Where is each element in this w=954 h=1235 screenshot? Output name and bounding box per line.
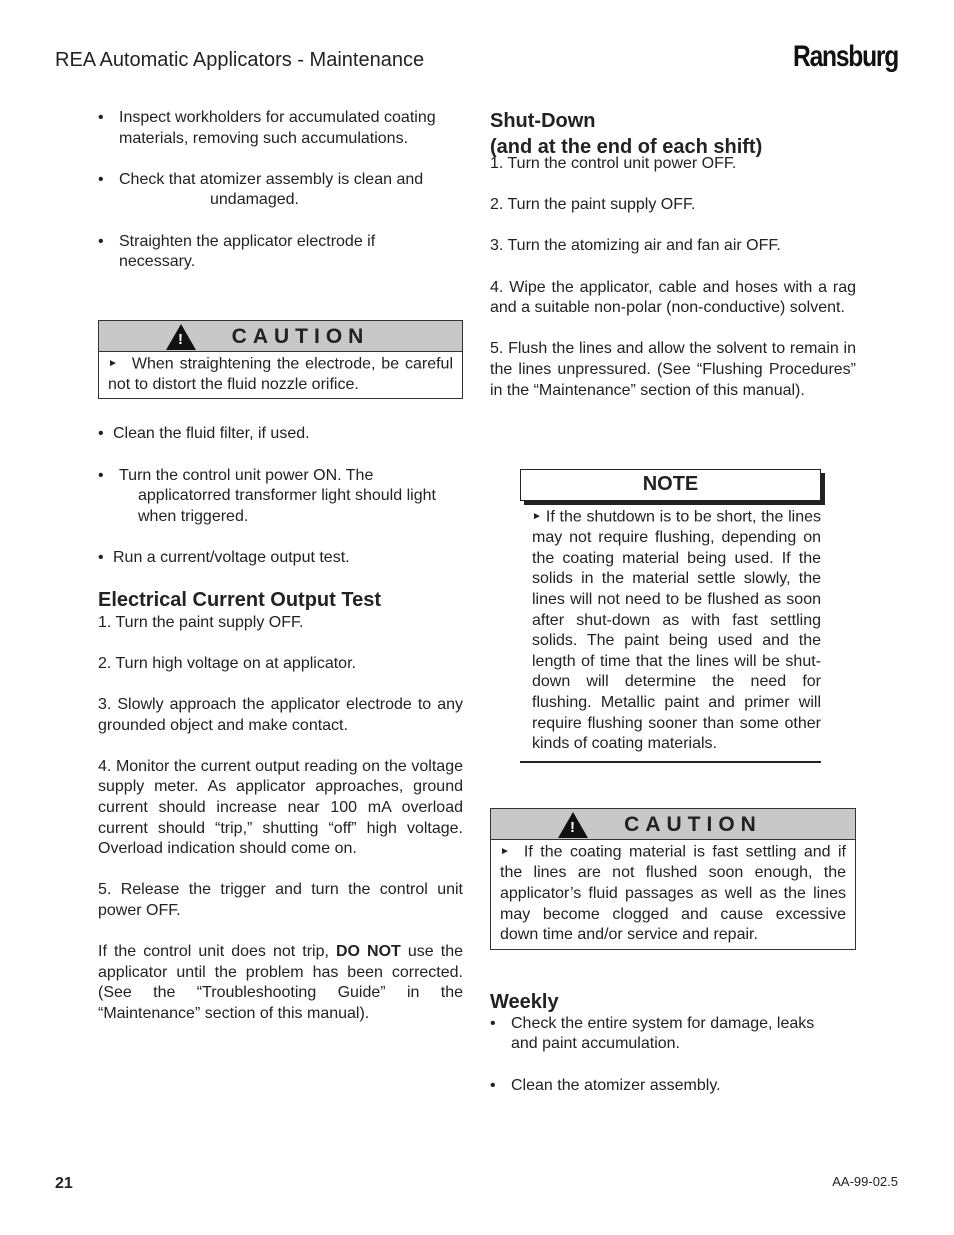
bullet-text-line: Clean the fluid filter, if used.: [113, 425, 310, 443]
step-item: 5. Release the trigger and turn the control unit power OFF.: [98, 881, 463, 919]
warning-triangle-icon: !: [166, 324, 196, 350]
bullet-text-line: Check the entire system for damage, leaks: [511, 1014, 815, 1032]
step-item: 4. Monitor the current output reading on the voltage supply meter. As applicator approaches, ground current should increase near 100 mA overload current should “trip,” shutting “off” high voltage. Overload indication should come on.: [98, 757, 463, 858]
caution-body: [491, 840, 855, 949]
bullet-text-line: necessary.: [119, 253, 196, 271]
arrow-icon: ►: [108, 357, 118, 369]
caution-body: [99, 352, 462, 399]
bullet-dot: •: [98, 232, 104, 250]
section-heading-current-test: Electrical Current Output Test: [98, 588, 382, 611]
bullet-dot: •: [98, 466, 104, 484]
step-item: 1. Turn the control unit power OFF.: [490, 155, 737, 172]
bullet-item: [98, 108, 463, 149]
bullet-item: [98, 232, 463, 273]
page-number: 21: [55, 1175, 73, 1192]
note-block: [520, 469, 821, 763]
do-not-emphasis: DO NOT: [336, 943, 401, 961]
bullet-item: [98, 170, 463, 211]
step-item: 2. Turn high voltage on at applicator.: [98, 654, 356, 672]
bullet-item: [490, 1076, 856, 1097]
bullet-item: [490, 1014, 856, 1055]
step-item: 3. Turn the atomizing air and fan air OFF.: [490, 237, 781, 255]
note-header-box: NOTE: [520, 469, 821, 501]
caution-box-electrode: [98, 320, 463, 400]
document-code: AA-99-02.5: [832, 1174, 898, 1189]
bullet-text-line: and paint accumulation.: [511, 1035, 680, 1053]
step-item: 1. Turn the paint supply OFF.: [98, 613, 304, 631]
bullet-text-line: Check that atomizer assembly is clean and: [119, 170, 424, 188]
step-item: 4. Wipe the applicator, cable and hoses with a rag and a suitable non-polar (non-conductive) solvent.: [490, 278, 856, 317]
brand-logo: Ransburg: [793, 40, 898, 73]
warning-paragraph: [98, 942, 463, 1024]
step-item: 2. Turn the paint supply OFF.: [490, 196, 696, 214]
bullet-text-line: when triggered.: [138, 507, 249, 525]
section-heading-weekly: Weekly: [490, 990, 559, 1013]
bullet-dot: •: [98, 170, 104, 188]
bullet-text-line: materials, removing such accumulations.: [119, 129, 409, 147]
bullet-dot: •: [490, 1076, 496, 1094]
step-item: 5. Flush the lines and allow the solvent to remain in the lines unpressured. (See “Flushing Procedures” in the “Maintenance” section of this manual).: [490, 340, 856, 399]
bullet-text-line: Straighten the applicator electrode if: [119, 232, 376, 250]
document-header-title: REA Automatic Applicators - Maintenance: [55, 49, 425, 71]
step-item: 3. Slowly approach the applicator electrode to any grounded object and make contact.: [98, 696, 463, 734]
left-column: [98, 108, 463, 1025]
warning-triangle-icon: !: [558, 812, 588, 838]
bullet-dot: •: [98, 425, 104, 443]
caution-text: If the coating material is fast settling and if the lines are not flushed soon enough, the applicator’s fluid passages as well as the lines may become clogged and cause excessive down time and/or service and repair.: [500, 843, 846, 944]
warning-text: use the applicator until the problem has been corrected. (See the “Troubleshooting Guide” in the “Maintenance” section of this manual).: [98, 943, 464, 1022]
bullet-text-line: applicatorred transformer light should light: [138, 487, 436, 505]
caution-text: When straightening the electrode, be careful not to distort the fluid nozzle orifice.: [108, 355, 453, 393]
note-body: [520, 507, 821, 755]
bullet-dot: •: [98, 109, 104, 126]
caution-label: CAUTION: [624, 813, 762, 837]
bullet-text-line: Clean the atomizer assembly.: [511, 1076, 721, 1094]
right-column: [490, 108, 856, 1096]
caution-header: [491, 809, 855, 840]
bullet-text-line: Turn the control unit power ON. The: [119, 466, 374, 484]
bullet-dot: •: [490, 1014, 496, 1032]
bullet-item: [98, 466, 463, 528]
bullet-text-line: Run a current/voltage output test.: [113, 549, 350, 567]
caution-header: [99, 321, 462, 352]
bullet-item: [98, 548, 463, 569]
section-heading-shutdown: Shut-Down: [490, 110, 596, 132]
warning-text: If the control unit does not trip,: [98, 943, 336, 961]
bullet-text-line: Inspect workholders for accumulated coating: [119, 109, 436, 126]
bullet-text-line: undamaged.: [210, 191, 299, 209]
note-text: If the shutdown is to be short, the lines may not require flushing, depending on the coating material being used. If the solids in the material settle slowly, the lines will not need to be flushed as soon after shut-down as with fast settling solids. The paint being used and the length of time that the lines will be shut-down will determine the need for flushing. Metallic paint and primer will require flushing sooner than some other kinds of coating materials.: [532, 508, 821, 753]
caution-label: CAUTION: [231, 324, 370, 348]
section-subheading-shutdown: (and at the end of each shift): [490, 136, 763, 158]
bullet-dot: •: [98, 549, 104, 567]
bullet-item: [98, 424, 463, 445]
arrow-icon: ►: [500, 846, 510, 858]
caution-box-settling: [490, 808, 856, 950]
arrow-icon: ►: [532, 511, 542, 523]
